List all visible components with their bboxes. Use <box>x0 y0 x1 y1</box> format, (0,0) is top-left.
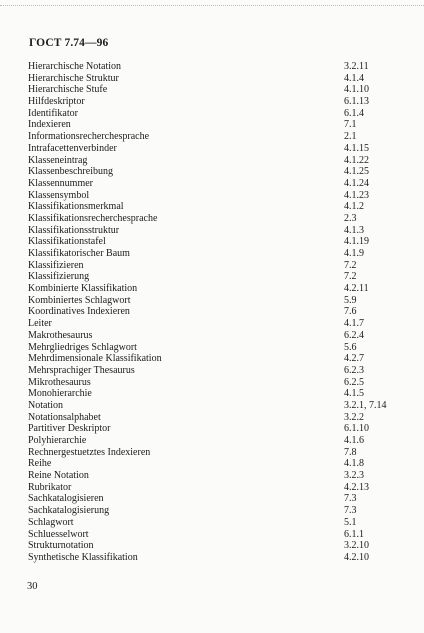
index-ref: 4.1.9 <box>344 248 364 259</box>
index-term: Klassifikationstafel <box>28 236 106 248</box>
index-entry <box>28 73 398 85</box>
index-ref: 4.1.23 <box>344 189 369 201</box>
index-ref: 4.1.2 <box>344 201 364 213</box>
index-entry <box>28 342 398 354</box>
index-entry <box>28 330 398 342</box>
index-entry <box>28 435 398 447</box>
index-ref: 6.1.1 <box>344 528 364 540</box>
index-entry <box>28 119 398 131</box>
index-term: Strukturnotation <box>28 540 94 552</box>
index-term: Polyhierarchie <box>28 435 87 446</box>
index-ref: 7.3 <box>344 493 357 505</box>
index-ref: 4.1.4 <box>344 72 364 84</box>
index-ref: 4.2.7 <box>344 353 364 365</box>
index-ref: 2.3 <box>344 212 357 224</box>
index-term: Synthetische Klassifikation <box>28 551 138 563</box>
index-ref: 4.2.10 <box>344 551 369 563</box>
document-header: ГОСТ 7.74—96 <box>29 37 109 49</box>
index-term: Rechnergestuetztes Indexieren <box>28 446 151 458</box>
index-entry <box>28 423 398 435</box>
index-entry <box>28 271 398 283</box>
index-term: Sachkatalogisierung <box>28 505 110 517</box>
index-ref: 6.2.5 <box>344 376 364 388</box>
index-ref: 3.2.11 <box>344 61 369 72</box>
index-entry <box>28 283 398 295</box>
index-ref: 4.1.19 <box>344 236 369 248</box>
index-entry <box>28 540 398 552</box>
index-term: Kombinierte Klassifikation <box>28 283 138 295</box>
index-term: Klassifikationsrecherchesprache <box>28 212 158 224</box>
index-term: Klasseneintrag <box>28 154 88 166</box>
index-ref: 4.1.24 <box>344 177 369 189</box>
index-term: Leiter <box>28 318 52 330</box>
index-entry <box>28 201 398 213</box>
index-term: Schluesselwort <box>28 528 89 540</box>
index-entry <box>28 482 398 494</box>
index-ref: 2.1 <box>344 131 357 143</box>
index-term: Monohierarchie <box>28 388 92 400</box>
index-ref: 5.6 <box>344 341 357 353</box>
index-term: Partitiver Deskriptor <box>28 423 111 435</box>
index-term: Klassenbeschreibung <box>28 166 113 178</box>
index-term: Hierarchische Struktur <box>28 72 119 84</box>
index-ref: 4.1.6 <box>344 435 364 446</box>
index-ref: 7.8 <box>344 446 357 458</box>
index-entry <box>28 131 398 143</box>
index-term: Informationsrecherchesprache <box>28 131 150 143</box>
index-entry <box>28 517 398 529</box>
index-term: Identifikator <box>28 107 78 119</box>
index-term: Klassifikationsmerkmal <box>28 201 124 213</box>
index-entry <box>28 155 398 167</box>
index-term: Rubrikator <box>28 481 72 493</box>
index-ref: 3.2.10 <box>344 540 369 552</box>
index-entry <box>28 260 398 272</box>
index-entry <box>28 213 398 225</box>
index-term: Reihe <box>28 458 52 470</box>
index-term: Sachkatalogisieren <box>28 493 104 505</box>
index-entry <box>28 388 398 400</box>
index-ref: 6.1.13 <box>344 96 369 108</box>
index-list <box>28 61 398 564</box>
index-term: Indexieren <box>28 119 71 131</box>
index-ref: 5.9 <box>344 294 357 306</box>
index-ref: 4.1.22 <box>344 154 369 166</box>
index-ref: 4.1.10 <box>344 84 369 96</box>
index-ref: 4.2.13 <box>344 481 369 493</box>
index-entry <box>28 236 398 248</box>
index-ref: 4.1.3 <box>344 224 364 236</box>
index-entry <box>28 493 398 505</box>
index-term: Notationsalphabet <box>28 411 101 423</box>
index-entry <box>28 505 398 517</box>
index-term: Intrafacettenverbinder <box>28 142 117 154</box>
page-number: 30 <box>27 581 38 592</box>
index-term: Klassifikatorischer Baum <box>28 248 130 259</box>
index-entry <box>28 61 398 73</box>
index-term: Reine Notation <box>28 470 89 482</box>
index-term: Mikrothesaurus <box>28 376 91 388</box>
index-ref: 7.2 <box>344 271 357 283</box>
index-entry <box>28 166 398 178</box>
index-term: Hierarchische Notation <box>28 61 122 72</box>
index-term: Klassensymbol <box>28 189 90 201</box>
index-entry <box>28 412 398 424</box>
index-ref: 7.1 <box>344 119 357 131</box>
index-term: Klassifikationsstruktur <box>28 224 120 236</box>
index-ref: 4.1.5 <box>344 388 364 400</box>
index-entry <box>28 365 398 377</box>
index-term: Kombiniertes Schlagwort <box>28 294 131 306</box>
index-term: Koordinatives Indexieren <box>28 306 130 318</box>
index-entry <box>28 377 398 389</box>
index-term: Hilfdeskriptor <box>28 96 85 108</box>
index-term: Klassennummer <box>28 177 93 189</box>
index-entry <box>28 306 398 318</box>
index-ref: 4.1.8 <box>344 458 364 470</box>
index-ref: 4.1.15 <box>344 142 369 154</box>
index-ref: 3.2.3 <box>344 470 364 482</box>
index-entry <box>28 458 398 470</box>
index-ref: 3.2.2 <box>344 411 364 423</box>
index-entry <box>28 318 398 330</box>
index-entry <box>28 529 398 541</box>
index-term: Mehrdimensionale Klassifikation <box>28 353 162 365</box>
index-entry <box>28 400 398 412</box>
index-entry <box>28 96 398 108</box>
index-ref: 3.2.1, 7.14 <box>344 399 387 411</box>
index-entry <box>28 190 398 202</box>
index-entry <box>28 143 398 155</box>
index-ref: 5.1 <box>344 516 357 528</box>
index-term: Klassifizieren <box>28 259 84 271</box>
index-ref: 4.2.11 <box>344 283 369 295</box>
index-term: Klassifizierung <box>28 271 90 283</box>
index-entry <box>28 295 398 307</box>
index-entry <box>28 178 398 190</box>
index-ref: 6.2.4 <box>344 329 364 341</box>
index-entry <box>28 84 398 96</box>
index-entry <box>28 447 398 459</box>
index-entry <box>28 248 398 260</box>
index-ref: 4.1.7 <box>344 318 364 330</box>
index-term: Mehrsprachiger Thesaurus <box>28 364 135 376</box>
index-ref: 7.2 <box>344 259 357 271</box>
index-ref: 7.6 <box>344 306 357 318</box>
index-ref: 4.1.25 <box>344 166 369 178</box>
index-term: Mehrgliedriges Schlagwort <box>28 341 137 353</box>
index-ref: 6.2.3 <box>344 364 364 376</box>
index-term: Schlagwort <box>28 516 74 528</box>
index-entry <box>28 552 398 564</box>
index-entry <box>28 225 398 237</box>
index-ref: 6.1.10 <box>344 423 369 435</box>
index-ref: 7.3 <box>344 505 357 517</box>
index-ref: 6.1.4 <box>344 107 364 119</box>
index-entry <box>28 470 398 482</box>
top-rule <box>0 0 424 6</box>
index-term: Notation <box>28 399 63 411</box>
index-term: Hierarchische Stufe <box>28 84 108 96</box>
index-term: Makrothesaurus <box>28 329 93 341</box>
index-entry <box>28 353 398 365</box>
index-entry <box>28 108 398 120</box>
